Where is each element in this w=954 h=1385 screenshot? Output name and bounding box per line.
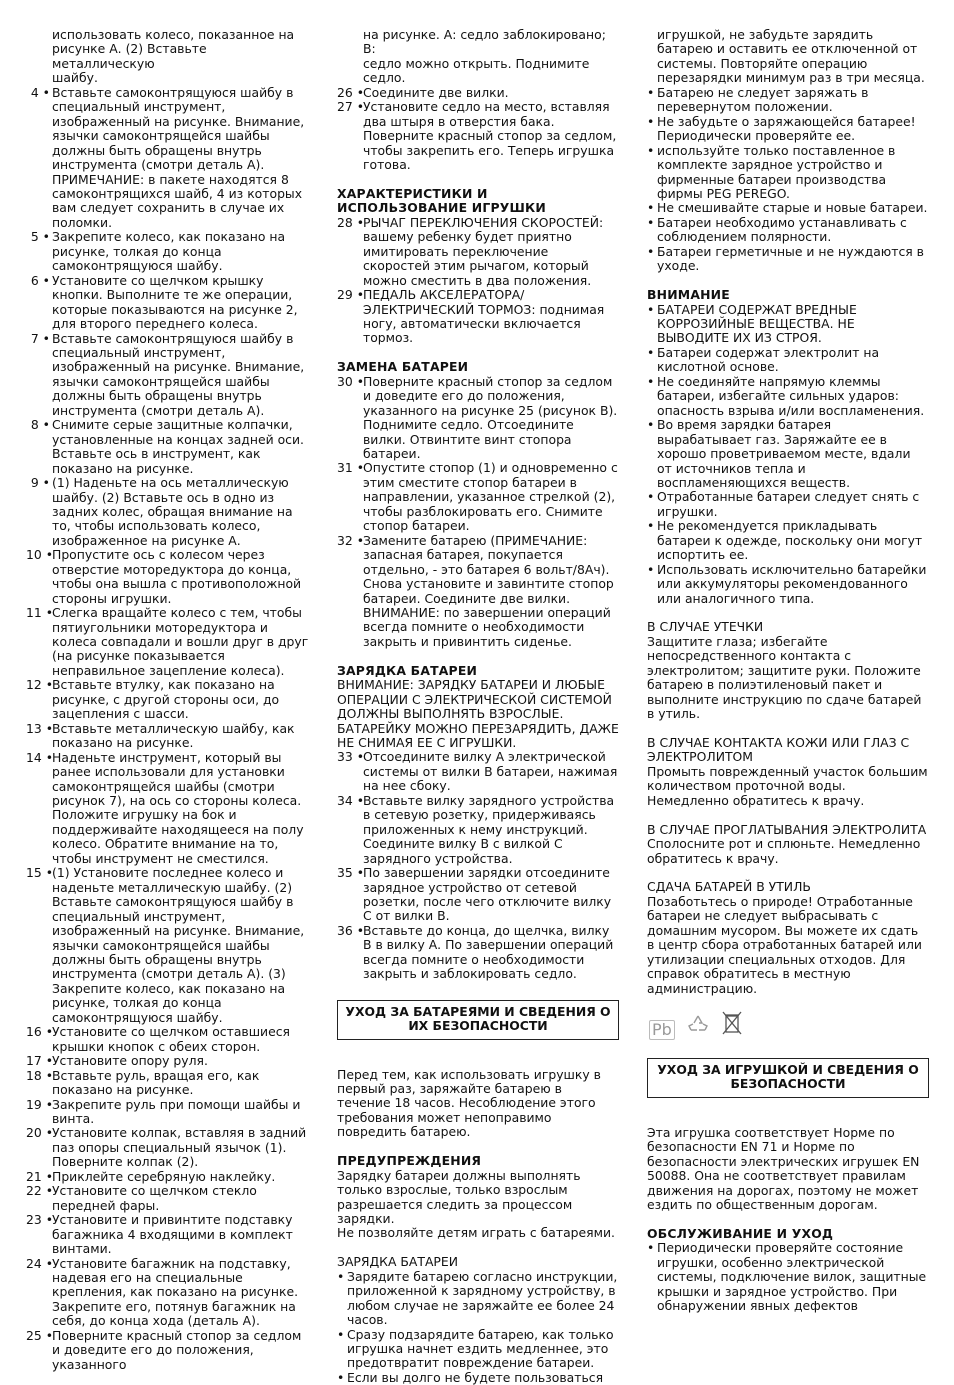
numbered-step bbox=[26, 1054, 310, 1068]
step-number: 21 • bbox=[26, 1168, 54, 1184]
step-number: 30 • bbox=[337, 373, 365, 389]
numbered-step bbox=[337, 866, 619, 924]
step-number: 27 • bbox=[337, 99, 365, 115]
step-text: Опустите стопор (1) и одновременно с этим сместите стопор батареи в направлении, указанное стрелкой (2), чтобы разблокировать его. Снимите стопор батареи. bbox=[363, 460, 618, 534]
bullet-item: • Использовать исключительно батарейки или аккумуляторы рекомендованного или аналогичного типа. bbox=[647, 563, 929, 606]
numbered-step bbox=[26, 1025, 310, 1054]
step-number: 33 • bbox=[337, 749, 365, 765]
section-heading: ВНИМАНИЕ bbox=[647, 287, 730, 303]
numbered-step bbox=[26, 332, 310, 419]
step-number: 9 • bbox=[30, 475, 50, 491]
section-heading: ЗАРЯДКА БАТАРЕИ bbox=[337, 662, 478, 678]
paragraph: ВНИМАНИЕ: ЗАРЯДКУ БАТАРЕИ И ЛЮБЫЕ ОПЕРАЦИИ С ЭЛЕКТРИЧЕСКОЙ СИСТЕМОЙ ДОЛЖНЫ ВЫПОЛНЯТЬ ВЗРОСЛЫЕ. bbox=[337, 677, 612, 722]
numbered-step bbox=[26, 1329, 310, 1372]
paragraph: Зарядку батареи должны выполнять только взрослые, только взрослым разрешается следить за процессом зарядки. bbox=[337, 1167, 581, 1226]
numbered-step bbox=[337, 534, 619, 650]
section-heading: ЗАМЕНА БАТАРЕИ bbox=[337, 359, 469, 375]
section-heading: ХАРАКТЕРИСТИКИ И bbox=[337, 185, 488, 201]
step-continuation: использовать колесо, показанное на bbox=[52, 27, 295, 42]
numbered-step bbox=[337, 100, 619, 172]
step-number: 7 • bbox=[30, 330, 50, 346]
step-number: 25 • bbox=[26, 1327, 54, 1343]
numbered-step bbox=[26, 606, 310, 678]
step-text: Поверните красный стопор за седлом и доведите его до положения, указанного на рисунке 25 (рисунок B). Поднимите седло. Отсоедините вилки. Отвинтите винт стопора батареи. bbox=[363, 373, 618, 462]
step-continuation: седло. bbox=[363, 70, 406, 86]
section-heading: ОБСЛУЖИВАНИЕ И УХОД bbox=[647, 1225, 834, 1241]
paragraph: СДАЧА БАТАРЕЙ В УТИЛЬ bbox=[647, 879, 811, 895]
step-continuation: рисунке А. (2) Вставьте металлическую bbox=[52, 41, 207, 71]
paragraph: Не позволяйте детям играть с батареями. bbox=[337, 1225, 615, 1241]
boxed-section-title: УХОД ЗА БАТАРЕЯМИ И СВЕДЕНИЯ О ИХ БЕЗОПАСНОСТИ bbox=[337, 1000, 619, 1040]
pb-symbol: Pb bbox=[649, 1020, 675, 1040]
step-text: Слегка вращайте колесо с тем, чтобы пятиугольники моторедуктора и колеса совпадали и вошли друг в друг (на рисунке показывается неправильное зацепление колеса). bbox=[52, 605, 309, 678]
numbered-step bbox=[337, 375, 619, 462]
bullet-item: • Батареи необходимо устанавливать с соблюдением полярности. bbox=[647, 216, 929, 245]
paragraph: В СЛУЧАЕ ПРОГЛАТЫВАНИЯ ЭЛЕКТРОЛИТА bbox=[647, 821, 927, 837]
step-number: 35 • bbox=[337, 865, 365, 881]
step-text: Вставьте самоконтрящуюся шайбу в специальный инструмент, изображенный на рисунке. Внимание, язычки самоконтрящейся шайбы должны быть обращены внутрь инструмента (смотри деталь А). bbox=[52, 330, 305, 418]
bullet-item: • Периодически проверяйте состояние игрушки, особенно электрической системы, подключение вилок, защитные крышки и зарядное устройство. При обнаружении явных дефектов bbox=[647, 1241, 929, 1313]
numbered-step bbox=[26, 866, 310, 1025]
numbered-step bbox=[26, 678, 310, 721]
step-number: 22 • bbox=[26, 1183, 54, 1199]
paragraph: Защитите глаза; избегайте непосредственного контакта с электролитом; защитите руки. Положите батарею в полиэтиленовый пакет и выполните инструкцию по сдаче батарей в утиль. bbox=[647, 633, 922, 722]
bullet-item: • БАТАРЕИ СОДЕРЖАТ ВРЕДНЫЕ КОРРОЗИЙНЫЕ ВЕЩЕСТВА. НЕ ВЫВОДИТЕ ИХ ИЗ СТРОЯ. bbox=[647, 303, 929, 346]
column-left bbox=[26, 28, 310, 1372]
numbered-step bbox=[26, 1184, 310, 1213]
bullet-item: • Не смешивайте старые и новые батареи. bbox=[647, 201, 929, 215]
numbered-step bbox=[26, 1170, 310, 1184]
numbered-step bbox=[337, 288, 619, 346]
step-number: 32 • bbox=[337, 532, 365, 548]
column-middle bbox=[337, 28, 619, 1385]
step-number: 6 • bbox=[30, 272, 50, 288]
step-text: Установите колпак, вставляя в задний паз опоры специальный язычок (1). Поверните колпак (2). bbox=[52, 1125, 307, 1170]
bullet-item: • Не рекомендуется прикладывать батареи к одежде, поскольку они могут испортить ее. bbox=[647, 519, 929, 562]
numbered-step bbox=[26, 1257, 310, 1329]
step-text: Установите со щелчком оставшиеся крышки кнопок с обеих сторон. bbox=[52, 1024, 290, 1054]
step-number: 4 • bbox=[30, 84, 50, 100]
bullet-item: • Не соединяйте напрямую клеммы батареи, избегайте сильных ударов: опасность взрыва и/или воспламенения. bbox=[647, 375, 929, 418]
numbered-step bbox=[337, 750, 619, 793]
step-text: Вставьте вилку зарядного устройства в сетевую розетку, придерживаясь приложенных к нему инструкций. Соедините вилку B с вилкой C зарядного устройства. bbox=[363, 792, 615, 866]
step-text: Установите со щелчком стекло передней фары. bbox=[52, 1183, 257, 1213]
paragraph: БАТАРЕЙКУ МОЖНО ПЕРЕЗАРЯДИТЬ, ДАЖЕ НЕ СНИМАЯ ЕЕ С ИГРУШКИ. bbox=[337, 720, 619, 751]
paragraph: В СЛУЧАЕ КОНТАКТА КОЖИ ИЛИ ГЛАЗ С ЭЛЕКТРОЛИТОМ bbox=[647, 735, 910, 765]
step-number: 28 • bbox=[337, 214, 365, 230]
step-text: Закрепите колесо, как показано на рисунке, толкая до конца самоконтрящуюся шайбу. bbox=[52, 229, 286, 274]
step-text: (1) Наденьте на ось металлическую шайбу. (2) Вставьте ось в одно из задних колес, обращая внимание на то, чтобы использовать колесо, изображенное на рисунке А. bbox=[52, 475, 293, 548]
recycle-icon bbox=[687, 1014, 709, 1040]
numbered-step bbox=[26, 274, 310, 332]
paragraph: В СЛУЧАЕ УТЕЧКИ bbox=[647, 619, 764, 635]
step-text: Наденьте инструмент, который вы ранее использовали для установки самоконтрящейся шайбы (смотри рисунок 7), на ось со стороны колеса. Положите игрушку на бок и поддерживайте находящееся на полу колесо. Обратите внимание на то, чтобы инструмент не сместился. bbox=[52, 749, 304, 866]
step-number: 13 • bbox=[26, 720, 54, 736]
bullet-item: • Сразу подзарядите батарею, как только игрушка начнет ездить медленнее, это предотвратит повреждение батареи. bbox=[337, 1328, 619, 1371]
step-number: 12 • bbox=[26, 677, 54, 693]
bullet-item: • Батарею не следует заряжать в перевернутом положении. bbox=[647, 86, 929, 115]
step-text: Замените батарею (ПРИМЕЧАНИЕ: запасная батарея, покупается отдельно, - это батарея 6 вольт/8Ач). Снова установите и завинтите стопор батареи. Соедините две вилки. ВНИМАНИЕ: по завершении операций всегда помните о необходимости закрыть и привинтить сиденье. bbox=[363, 532, 614, 649]
step-number: 26 • bbox=[337, 84, 365, 100]
step-number: 29 • bbox=[337, 287, 365, 303]
bullet-continuation: игрушкой, не забудьте зарядить батарею и оставить ее отключенной от системы. Повторяйте операцию перезарядки минимум раз в три месяца. bbox=[657, 27, 925, 86]
step-continuation: на рисунке. А: седло заблокировано; B: bbox=[363, 27, 606, 57]
step-text: Пропустите ось с колесом через отверстие моторедуктора до конца, чтобы она вышла с противоположной стороны игрушки. bbox=[52, 547, 302, 606]
step-number: 5 • bbox=[30, 229, 50, 245]
step-text: Установите со щелчком крышку кнопки. Выполните те же операции, которые показываются на рисунке 2, для второго переднего колеса. bbox=[52, 272, 298, 332]
step-continuation: шайбу. bbox=[52, 70, 98, 86]
step-text: Соедините две вилки. bbox=[363, 84, 509, 100]
step-number: 14 • bbox=[26, 749, 54, 765]
step-number: 15 • bbox=[26, 865, 54, 881]
numbered-step bbox=[26, 230, 310, 273]
step-number: 16 • bbox=[26, 1024, 54, 1040]
bullet-item: • Во время зарядки батарея вырабатывает газ. Заряжайте ее в хорошо проветриваемом месте, вдали от источников тепла и воспламеняющихся веществ. bbox=[647, 418, 929, 490]
numbered-step bbox=[337, 794, 619, 866]
bullet-item: • Батареи герметичные и не нуждаются в уходе. bbox=[647, 245, 929, 274]
paragraph: Сполосните рот и сплюньте. Немедленно обратитесь к врачу. bbox=[647, 836, 921, 866]
step-text: Поверните красный стопор за седлом и доведите его до положения, указанного bbox=[52, 1327, 302, 1372]
step-text: Закрепите руль при помощи шайбы и винта. bbox=[52, 1096, 301, 1126]
numbered-step bbox=[26, 1069, 310, 1098]
step-text: Вставьте до конца, до щелчка, вилку B в вилку А. По завершении операций всегда помните о необходимости закрыть и заблокировать седло. bbox=[363, 922, 614, 982]
step-text: Вставьте самоконтрящуюся шайбу в специальный инструмент, изображенный на рисунке. Внимание, язычки самоконтрящейся шайбы должны быть обращены внутрь инструмента (смотри деталь А). ПРИМЕЧАНИЕ: в пакете находятся 8 самоконтрящихся шайб, 4 из которых вам следует сохранить в случае их поломки. bbox=[52, 84, 305, 230]
step-number: 34 • bbox=[337, 792, 365, 808]
bullet-item: • используйте только поставленное в комплекте зарядное устройство и фирменные батареи производства фирмы PEG PEREGO. bbox=[647, 144, 929, 202]
paragraph: Перед тем, как использовать игрушку в первый раз, заряжайте батарею в течение 18 часов. Несоблюдение этого требования может непоправимо повредить батарею. bbox=[337, 1066, 601, 1140]
bullet-item: • Батареи содержат электролит на кислотной основе. bbox=[647, 346, 929, 375]
step-text: Установите багажник на подставку, надевая его на специальные крепления, как показано на рисунке. Закрепите его, потянув багажник на себя, до конца хода (деталь А). bbox=[52, 1255, 299, 1329]
step-text: Вставьте руль, вращая его, как показано на рисунке. bbox=[52, 1067, 260, 1098]
step-text: Установите и привинтите подставку багажника 4 входящими в комплект винтами. bbox=[52, 1212, 293, 1257]
step-text: РЫЧАГ ПЕРЕКЛЮЧЕНИЯ СКОРОСТЕЙ: вашему ребенку будет приятно имитировать переключение скоростей этим рычагом, который можно сместить в два положения. bbox=[363, 214, 604, 288]
disposal-symbols bbox=[649, 1012, 929, 1040]
paragraph: Эта игрушка соответствует Норме по безопасности EN 71 и Норме по безопасности электрических игрушек EN 50088. Она не соответствует правилам движения на дорогах, поэтому не может ездить по общественным дорогам. bbox=[647, 1124, 920, 1213]
bullet-item: • Зарядите батарею согласно инструкции, приложенной к зарядному устройству, в любом случае не заряжайте ее более 24 часов. bbox=[337, 1270, 619, 1328]
bullet-item: • Отработанные батареи следует снять с игрушки. bbox=[647, 490, 929, 519]
step-continuation: седло можно открыть. Поднимите bbox=[363, 55, 590, 71]
step-number: 24 • bbox=[26, 1255, 54, 1271]
numbered-step bbox=[337, 216, 619, 288]
numbered-step bbox=[26, 1126, 310, 1169]
boxed-section-title: УХОД ЗА ИГРУШКОЙ И СВЕДЕНИЯ О БЕЗОПАСНОСТИ bbox=[647, 1058, 929, 1098]
numbered-step bbox=[337, 924, 619, 982]
step-number: 10 • bbox=[26, 547, 54, 563]
paragraph: Промыть поврежденный участок большим количеством проточной воды. Немедленно обратитесь к врачу. bbox=[647, 763, 928, 808]
step-text: Установите седло на место, вставляя два штыря в отверстия бака. Поверните красный стопор за седлом, чтобы закрепить его. Теперь игрушка готова. bbox=[363, 99, 617, 173]
step-text: Установите опору руля. bbox=[52, 1053, 208, 1069]
numbered-step bbox=[26, 418, 310, 476]
step-number: 31 • bbox=[337, 460, 365, 476]
bullet-item: • Не забудьте о заряжающейся батарее! Периодически проверяйте ее. bbox=[647, 115, 929, 144]
step-number: 8 • bbox=[30, 417, 50, 433]
step-text: Отсоедините вилку А электрической системы от вилки B батареи, нажимая на нее сбоку. bbox=[363, 749, 618, 794]
step-text: Вставьте втулку, как показано на рисунке, с другой стороны оси, до зацепления с шасси. bbox=[52, 677, 280, 722]
step-number: 19 • bbox=[26, 1096, 54, 1112]
numbered-step bbox=[26, 476, 310, 548]
numbered-step bbox=[26, 1213, 310, 1256]
step-text: По завершении зарядки отсоедините зарядное устройство от сетевой розетки, после чего отключите вилку C от вилки B. bbox=[363, 865, 612, 924]
step-number: 17 • bbox=[26, 1053, 54, 1069]
numbered-step bbox=[26, 548, 310, 606]
step-number: 18 • bbox=[26, 1067, 54, 1083]
section-heading: ПРЕДУПРЕЖДЕНИЯ bbox=[337, 1153, 482, 1169]
paragraph: ЗАРЯДКА БАТАРЕИ bbox=[337, 1254, 458, 1270]
numbered-step bbox=[26, 751, 310, 867]
section-heading: ИСПОЛЬЗОВАНИЕ ИГРУШКИ bbox=[337, 200, 546, 216]
step-number: 20 • bbox=[26, 1125, 54, 1141]
step-number: 23 • bbox=[26, 1212, 54, 1228]
numbered-step bbox=[26, 86, 310, 231]
numbered-step bbox=[26, 1098, 310, 1127]
step-text: Приклейте серебряную наклейку. bbox=[52, 1168, 276, 1184]
step-number: 11 • bbox=[26, 605, 54, 621]
step-text: Вставьте металлическую шайбу, как показано на рисунке. bbox=[52, 720, 295, 751]
numbered-step bbox=[337, 461, 619, 533]
bullet-item: • Если вы долго не будете пользоваться bbox=[337, 1371, 619, 1385]
step-text: ПЕДАЛЬ АКСЕЛЕРАТОРА/ЭЛЕКТРИЧЕСКИЙ ТОРМОЗ: поднимая ногу, автоматически включается тормоз. bbox=[363, 287, 605, 346]
step-text: Снимите серые защитные колпачки, установленные на концах задней оси. Вставьте ось в инструмент, как показано на рисунке. bbox=[52, 417, 304, 476]
numbered-step bbox=[26, 722, 310, 751]
crossed-bin-icon bbox=[721, 1010, 743, 1040]
column-right bbox=[647, 28, 929, 1314]
step-text: (1) Установите последнее колесо и наденьте металлическую шайбу. (2) Вставьте самоконтрящуюся шайбу в специальный инструмент, изображенный на рисунке. Внимание, язычки самоконтрящейся шайбы должны быть обращены внутрь инструмента (смотри деталь А). (3) Закрепите колесо, как показано на рисунке, толкая до конца самоконтрящуюся шайбу. bbox=[52, 865, 305, 1025]
numbered-step bbox=[337, 86, 619, 100]
paragraph: Позаботьтесь о природе! Отработанные батареи не следует выбрасывать с домашним мусором. Вы можете их сдать в центр сбора отработанных батарей или утилизации специальных отходов. Для справок обратитесь в местную администрацию. bbox=[647, 893, 922, 996]
step-number: 36 • bbox=[337, 922, 365, 938]
